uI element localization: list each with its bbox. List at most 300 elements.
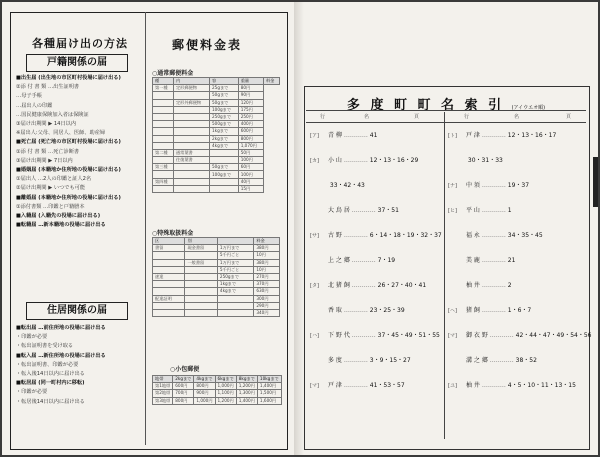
parcel-cell: 1,400円	[236, 397, 257, 404]
special-handling-table	[152, 237, 280, 317]
koseki-line: …国民健康保険加入者は保険証	[16, 111, 89, 118]
ordinary-mail-cell	[209, 149, 238, 156]
ordinary-mail-cell: 4kgまで	[209, 142, 238, 149]
index-town-name: 戸 津	[328, 382, 342, 389]
special-handling-row	[153, 288, 280, 295]
ordinary-mail-cell: 50gまで	[209, 92, 238, 99]
special-handling-cell: 一般書留	[185, 259, 217, 266]
index-town-name: 福 永	[466, 232, 480, 239]
ordinary-mail-cell: 100gまで	[209, 171, 238, 178]
parcel-row	[153, 383, 282, 390]
index-town-name: 猪 飼	[466, 307, 480, 314]
parcel-header-cell: 2kgまで	[173, 376, 194, 383]
ordinary-mail-cell	[153, 121, 174, 128]
ordinary-mail-cell	[173, 92, 209, 99]
ordinary-mail-cell: 250gまで	[209, 113, 238, 120]
index-page-numbers: 38・52	[515, 357, 537, 364]
parcel-cell: 第2地帯	[153, 390, 173, 397]
koseki-line: ■死亡届 (死亡地の市区町村役場に届け出る)	[16, 139, 121, 146]
index-page-numbers: 4・5・10・11・13・15	[507, 382, 576, 389]
index-frame	[304, 86, 590, 450]
special-handling-cell: 10円	[254, 252, 280, 259]
index-leader-dots: …………	[349, 332, 378, 339]
index-page-numbers: 37・45・49・51・55	[377, 332, 440, 339]
special-handling-cell	[153, 302, 185, 309]
index-page-numbers: 6・14・18・19・32・37	[369, 232, 442, 239]
parcel-cell: 600円	[173, 383, 194, 390]
special-handling-cell	[185, 252, 217, 259]
ordinary-mail-cell: 第三種	[153, 164, 174, 171]
index-town-name: 北 猪 飼	[328, 282, 350, 289]
ordinary-mail-cell	[153, 135, 174, 142]
ordinary-mail-cell	[153, 171, 174, 178]
index-gyo-label: [マ]	[310, 383, 319, 389]
parcel-subtitle: ○小包郵便	[170, 366, 200, 373]
koseki-line: …届出人の印鑑	[16, 102, 53, 109]
ordinary-mail-row	[153, 164, 280, 171]
column-divider	[145, 12, 146, 445]
index-header-rule-top	[306, 110, 586, 111]
ordinary-mail-cell	[209, 157, 238, 164]
right-page	[294, 2, 598, 455]
koseki-line: ②添 付 書 類 …出生証明書	[16, 84, 80, 91]
index-leader-dots: …………	[341, 357, 370, 364]
index-page-numbers: 41	[369, 132, 378, 139]
index-gyo-label: [ト]	[448, 133, 457, 139]
koseki-line: ①添 付 書 類 …死亡診断書	[16, 148, 80, 155]
index-town-name: 古 野	[328, 232, 342, 239]
koseki-line: ①届出人 …2人の印鑑と証人2名	[16, 176, 92, 183]
ordinary-mail-cell: 往復葉書	[173, 157, 209, 164]
index-town-name: 香 取	[328, 307, 342, 314]
index-entry	[448, 155, 503, 165]
ordinary-mail-cell	[173, 142, 209, 149]
ordinary-mail-cell: 第二種	[153, 149, 174, 156]
index-entry	[448, 130, 556, 140]
jukyo-line: ■転入届 …新住所地の役場に届け出る	[16, 352, 106, 359]
ordinary-mail-cell: 50円	[238, 149, 263, 156]
koseki-procedures	[16, 74, 142, 230]
ordinary-mail-cell: 50gまで	[209, 99, 238, 106]
index-entry	[448, 205, 512, 215]
jukyo-procedures	[16, 324, 142, 407]
ordinary-mail-row	[153, 85, 280, 92]
index-town-name: 多 度	[328, 357, 342, 364]
special-handling-cell	[217, 302, 253, 309]
special-handling-cell: 1万円まで	[217, 259, 253, 266]
special-handling-cell: 630円	[254, 288, 280, 295]
parcel-header-cell: 地帯	[153, 376, 173, 383]
parcel-cell: 1,100円	[215, 390, 236, 397]
index-page-numbers: 30・31・33	[467, 157, 503, 164]
index-entry	[448, 355, 537, 365]
jukyo-line: ・印鑑が必要	[16, 334, 48, 341]
koseki-line: ③届け出期間 ▶ 7日以内	[16, 157, 73, 164]
ordinary-mail-header-cell: 重量	[238, 78, 263, 85]
index-leader-dots: …………	[349, 207, 378, 214]
ordinary-mail-header-cell: 料金	[263, 78, 279, 85]
index-entry	[310, 330, 440, 340]
index-gyo-label: [ア]	[310, 133, 319, 139]
index-leader-dots: …………	[487, 357, 516, 364]
index-entry	[448, 305, 531, 315]
parcel-cell: 1,000円	[215, 383, 236, 390]
ordinary-mail-cell	[153, 113, 174, 120]
ordinary-mail-cell	[209, 178, 238, 185]
index-entry	[310, 205, 399, 215]
index-page-numbers: 2	[507, 282, 512, 289]
index-page-numbers: 12・13・16・17	[507, 132, 557, 139]
ordinary-mail-cell: 400円	[238, 121, 263, 128]
index-page-numbers: 12・13・16・29	[369, 157, 419, 164]
book-spread	[2, 2, 598, 455]
ordinary-mail-row	[153, 113, 280, 120]
index-col-name-right: 名	[514, 114, 520, 120]
parcel-row	[153, 390, 282, 397]
index-entry	[310, 180, 365, 190]
index-leader-dots: …………	[341, 157, 370, 164]
index-town-name: 大 鳥 居	[328, 207, 350, 214]
ordinary-mail-cell: 15円	[238, 185, 263, 192]
postal-rates-title: 郵便料金表	[172, 38, 243, 52]
jukyo-line: ・転出証明書を受け取る	[16, 343, 74, 350]
left-page	[2, 2, 294, 455]
special-handling-row	[153, 266, 280, 273]
parcel-cell: 800円	[173, 397, 194, 404]
index-gyo-label: [ヒ]	[448, 208, 457, 214]
koseki-line: ■転籍届 …新本籍地の役場に届け出る	[16, 222, 106, 229]
special-handling-header	[153, 238, 280, 245]
ordinary-mail-cell: 250円	[238, 113, 263, 120]
index-gyo-label: [マ]	[448, 333, 457, 339]
koseki-line: ①添付書類 …印鑑と戸籍謄本	[16, 203, 85, 210]
parcel-header-cell: 8kgまで	[236, 376, 257, 383]
ordinary-mail-cell: 90円	[238, 92, 263, 99]
ordinary-mail-cell	[153, 99, 174, 106]
jukyo-section-header: 住居関係の届	[26, 302, 128, 320]
page-edge-thumb-mark	[593, 157, 598, 207]
parcel-cell: 1,400円	[257, 383, 281, 390]
koseki-line: ■出生届 (出生地の市区町村役場に届け出る)	[16, 75, 121, 81]
parcel-cell: 1,200円	[215, 397, 236, 404]
index-entry	[310, 305, 405, 315]
ordinary-mail-row	[153, 185, 280, 192]
koseki-line: ※届出人:父母、同居人、医師、助産婦	[16, 130, 106, 137]
index-leader-dots: …………	[479, 257, 508, 264]
special-handling-cell	[217, 309, 253, 316]
index-gyo-label: [ハ]	[310, 333, 319, 339]
special-handling-cell: 370円	[254, 281, 280, 288]
ordinary-mail-cell	[153, 185, 174, 192]
special-handling-cell	[153, 252, 185, 259]
index-entry	[448, 330, 591, 340]
jukyo-line: ・転居後14日以内に届け出る	[16, 398, 85, 405]
index-town-name: 戸 津	[466, 132, 480, 139]
ordinary-mail-row	[153, 149, 280, 156]
ordinary-mail-cell	[173, 164, 209, 171]
jukyo-line: ■転出届 …前住所地の役場に届け出る	[16, 325, 106, 331]
ordinary-mail-row	[153, 99, 280, 106]
ordinary-mail-cell: 40円	[238, 178, 263, 185]
ordinary-mail-table	[152, 77, 280, 193]
ordinary-mail-cell: 50gまで	[209, 164, 238, 171]
index-entry	[310, 280, 426, 290]
special-handling-header-cell	[217, 238, 253, 245]
ordinary-mail-cell	[153, 157, 174, 164]
index-leader-dots: …………	[341, 132, 370, 139]
index-entry	[310, 255, 395, 265]
ordinary-mail-cell	[173, 171, 209, 178]
index-gyo-label: [カ]	[310, 158, 319, 164]
index-page-numbers: 33・42・43	[329, 182, 365, 189]
index-entry	[448, 230, 543, 240]
index-page-numbers: 37・51	[377, 207, 399, 214]
special-handling-cell: 4kgまで	[217, 288, 253, 295]
ordinary-mail-cell: 100円	[238, 157, 263, 164]
special-handling-row	[153, 252, 280, 259]
index-page-numbers: 21	[507, 257, 516, 264]
special-handling-cell: 380円	[254, 259, 280, 266]
index-col-name: 名	[364, 114, 370, 120]
special-handling-cell: 380円	[254, 245, 280, 252]
parcel-cell: 900円	[194, 390, 215, 397]
parcel-table	[152, 375, 282, 405]
ordinary-mail-row	[153, 135, 280, 142]
ordinary-mail-cell: 25gまで	[209, 85, 238, 92]
index-leader-dots: …………	[341, 232, 370, 239]
ordinary-mail-cell: 定形外郵便物	[173, 99, 209, 106]
index-leader-dots: …………	[349, 257, 378, 264]
koseki-line: ③届け出期間 ▶ 14日以内	[16, 121, 77, 128]
index-entry	[448, 180, 529, 190]
parcel-cell: 第3地帯	[153, 397, 173, 404]
ordinary-mail-row	[153, 92, 280, 99]
ordinary-mail-cell: 800円	[238, 135, 263, 142]
special-handling-cell	[153, 281, 185, 288]
special-handling-row	[153, 309, 280, 316]
special-handling-cell	[185, 288, 217, 295]
koseki-line: ②届け出期間 ▶ いつでも可能	[16, 185, 86, 192]
special-handling-row	[153, 281, 280, 288]
koseki-line: ■入籍届 (入籍先の役場に届け出る)	[16, 213, 101, 220]
special-handling-row	[153, 295, 280, 302]
ordinary-mail-row	[153, 171, 280, 178]
ordinary-mail-cell	[173, 106, 209, 113]
ordinary-mail-row	[153, 178, 280, 185]
special-handling-cell	[217, 295, 253, 302]
special-handling-cell: 書留	[153, 245, 185, 252]
index-entry	[310, 130, 377, 140]
special-handling-cell: 290円	[254, 302, 280, 309]
ordinary-mail-cell: 175円	[238, 106, 263, 113]
index-leader-dots: …………	[479, 232, 508, 239]
special-handling-cell	[153, 266, 185, 273]
parcel-header-cell: 10kgまで	[257, 376, 281, 383]
ordinary-mail-cell	[209, 185, 238, 192]
index-town-name: 溝 之 郷	[466, 357, 488, 364]
ordinary-mail-cell: 第四種	[153, 178, 174, 185]
index-leader-dots: …………	[341, 382, 370, 389]
ordinary-mail-header	[153, 78, 280, 85]
jukyo-line: ・印鑑が必要	[16, 389, 48, 396]
index-town-name: 青 柳	[328, 132, 342, 139]
special-handling-cell: 10円	[254, 266, 280, 273]
index-page-numbers: 41・53・57	[369, 382, 405, 389]
index-town-name: 中 須	[466, 182, 480, 189]
index-town-name: 平 山	[466, 207, 480, 214]
special-handling-cell: 250gまで	[217, 273, 253, 280]
index-gyo-label: [ナ]	[448, 183, 457, 189]
special-handling-row	[153, 273, 280, 280]
special-handling-cell: 270円	[254, 273, 280, 280]
index-page-numbers: 3・9・15・27	[369, 357, 411, 364]
parcel-cell: 1,200円	[236, 383, 257, 390]
koseki-line: ■離婚届 (本籍地か住所地の役場に届け出る)	[16, 194, 121, 201]
index-leader-dots: …………	[479, 382, 508, 389]
ordinary-mail-cell: 通常葉書	[173, 149, 209, 156]
ordinary-mail-cell	[153, 92, 174, 99]
index-leader-dots: …………	[479, 207, 508, 214]
special-handling-cell: 現金書留	[185, 245, 217, 252]
special-handling-cell	[185, 273, 217, 280]
ordinary-mail-cell: 120円	[238, 99, 263, 106]
ordinary-mail-cell: 600円	[238, 128, 263, 135]
ordinary-mail-cell	[153, 142, 174, 149]
parcel-row	[153, 397, 282, 404]
special-handling-cell	[185, 266, 217, 273]
index-page-numbers: 1・6・7	[507, 307, 532, 314]
index-page-numbers: 1	[507, 207, 512, 214]
parcel-cell: 1,300円	[236, 390, 257, 397]
jukyo-line: ・転入後14日以内に届け出る	[16, 371, 85, 378]
index-entry	[310, 155, 418, 165]
special-handling-cell	[153, 309, 185, 316]
jukyo-line: ・転出証明書、印鑑が必要	[16, 361, 79, 368]
index-town-name: 美 鹿	[466, 257, 480, 264]
ordinary-mail-cell	[153, 106, 174, 113]
index-leader-dots: …………	[479, 307, 508, 314]
special-handling-subtitle: ○特殊取扱料金	[152, 230, 194, 237]
parcel-header	[153, 376, 282, 383]
special-handling-row	[153, 302, 280, 309]
koseki-line: ■婚姻届 (本籍地か住所地の役場に届け出る)	[16, 167, 121, 174]
index-town-name: 柚 井	[466, 382, 480, 389]
index-leader-dots: …………	[487, 332, 516, 339]
parcel-cell: 第1地帯	[153, 383, 173, 390]
index-leader-dots: …………	[479, 182, 508, 189]
index-gyo-label: [ヘ]	[448, 308, 457, 314]
special-handling-cell	[153, 288, 185, 295]
ordinary-mail-cell: 1kgまで	[209, 128, 238, 135]
special-handling-cell: 340円	[254, 309, 280, 316]
ordinary-mail-cell	[153, 128, 174, 135]
parcel-cell: 1,500円	[257, 390, 281, 397]
special-handling-cell	[185, 295, 217, 302]
index-page-numbers: 23・25・39	[369, 307, 405, 314]
index-gyo-label: [サ]	[310, 233, 319, 239]
index-leader-dots: …………	[349, 282, 378, 289]
ordinary-mail-row	[153, 128, 280, 135]
special-handling-cell: 300円	[254, 295, 280, 302]
index-leader-dots: …………	[479, 132, 508, 139]
ordinary-mail-row	[153, 142, 280, 149]
ordinary-mail-cell	[173, 135, 209, 142]
index-town-name: 柚 井	[466, 282, 480, 289]
index-page-numbers: 42・44・47・49・54・56	[515, 332, 592, 339]
index-town-name: 御 衣 野	[466, 332, 488, 339]
special-handling-header-cell: 別	[185, 238, 217, 245]
index-entry	[310, 355, 411, 365]
ordinary-mail-subtitle: ○通常郵便料金	[152, 70, 194, 77]
book-gutter	[294, 2, 304, 455]
ordinary-mail-row	[153, 106, 280, 113]
special-handling-header-cell: 料金	[254, 238, 280, 245]
special-handling-row	[153, 259, 280, 266]
ordinary-mail-cell	[173, 178, 209, 185]
ordinary-mail-cell: 60円	[238, 164, 263, 171]
index-page-numbers: 34・35・45	[507, 232, 543, 239]
parcel-cell: 1,600円	[257, 397, 281, 404]
special-handling-cell: 1kgまで	[217, 281, 253, 288]
ordinary-mail-cell: 2kgまで	[209, 135, 238, 142]
jukyo-line: ■転居届 (同一町村内に移転)	[16, 380, 85, 387]
special-handling-cell	[185, 302, 217, 309]
ordinary-mail-cell: 80円	[238, 85, 263, 92]
index-entry	[310, 380, 405, 390]
special-handling-header-cell: 区	[153, 238, 185, 245]
special-handling-cell: 5千円ごと	[217, 252, 253, 259]
index-col-page-right: 頁	[566, 114, 572, 120]
index-gyo-label: [ユ]	[448, 383, 457, 389]
special-handling-row	[153, 245, 280, 252]
koseki-section-header: 戸籍関係の届	[26, 54, 128, 72]
index-entry	[310, 230, 442, 240]
index-title-note: (アイウエオ順)	[511, 105, 546, 111]
index-page-numbers: 26・27・40・41	[377, 282, 427, 289]
index-entry	[448, 280, 512, 290]
ordinary-mail-cell	[173, 121, 209, 128]
special-handling-cell	[185, 309, 217, 316]
procedures-title: 各種届け出の方法	[32, 37, 128, 50]
special-handling-cell: 配達証明	[153, 295, 185, 302]
index-leader-dots: …………	[341, 307, 370, 314]
special-handling-cell	[185, 281, 217, 288]
ordinary-mail-header-cell: 種	[153, 78, 174, 85]
ordinary-mail-header-cell: 内	[173, 78, 209, 85]
ordinary-mail-cell: 100円	[238, 171, 263, 178]
parcel-cell: 1,000円	[194, 397, 215, 404]
index-town-name: 小 山	[328, 157, 342, 164]
ordinary-mail-cell: 1,070円	[238, 142, 263, 149]
parcel-cell: 700円	[173, 390, 194, 397]
index-town-name: 下 野 代	[328, 332, 350, 339]
ordinary-mail-cell: 第一種	[153, 85, 174, 92]
index-col-page: 頁	[414, 114, 420, 120]
ordinary-mail-cell	[173, 185, 209, 192]
special-handling-cell	[153, 259, 185, 266]
index-page-numbers: 19・37	[507, 182, 530, 189]
ordinary-mail-header-cell: 容	[209, 78, 238, 85]
index-leader-dots: …………	[479, 282, 508, 289]
index-page-numbers: 7・19	[377, 257, 396, 264]
parcel-header-cell: 4kgまで	[194, 376, 215, 383]
ordinary-mail-cell	[173, 113, 209, 120]
ordinary-mail-cell: 定形郵便物	[173, 85, 209, 92]
index-entry	[448, 255, 515, 265]
special-handling-cell: 速達	[153, 273, 185, 280]
special-handling-cell: 1万円まで	[217, 245, 253, 252]
index-town-name: 上 之 郷	[328, 257, 350, 264]
